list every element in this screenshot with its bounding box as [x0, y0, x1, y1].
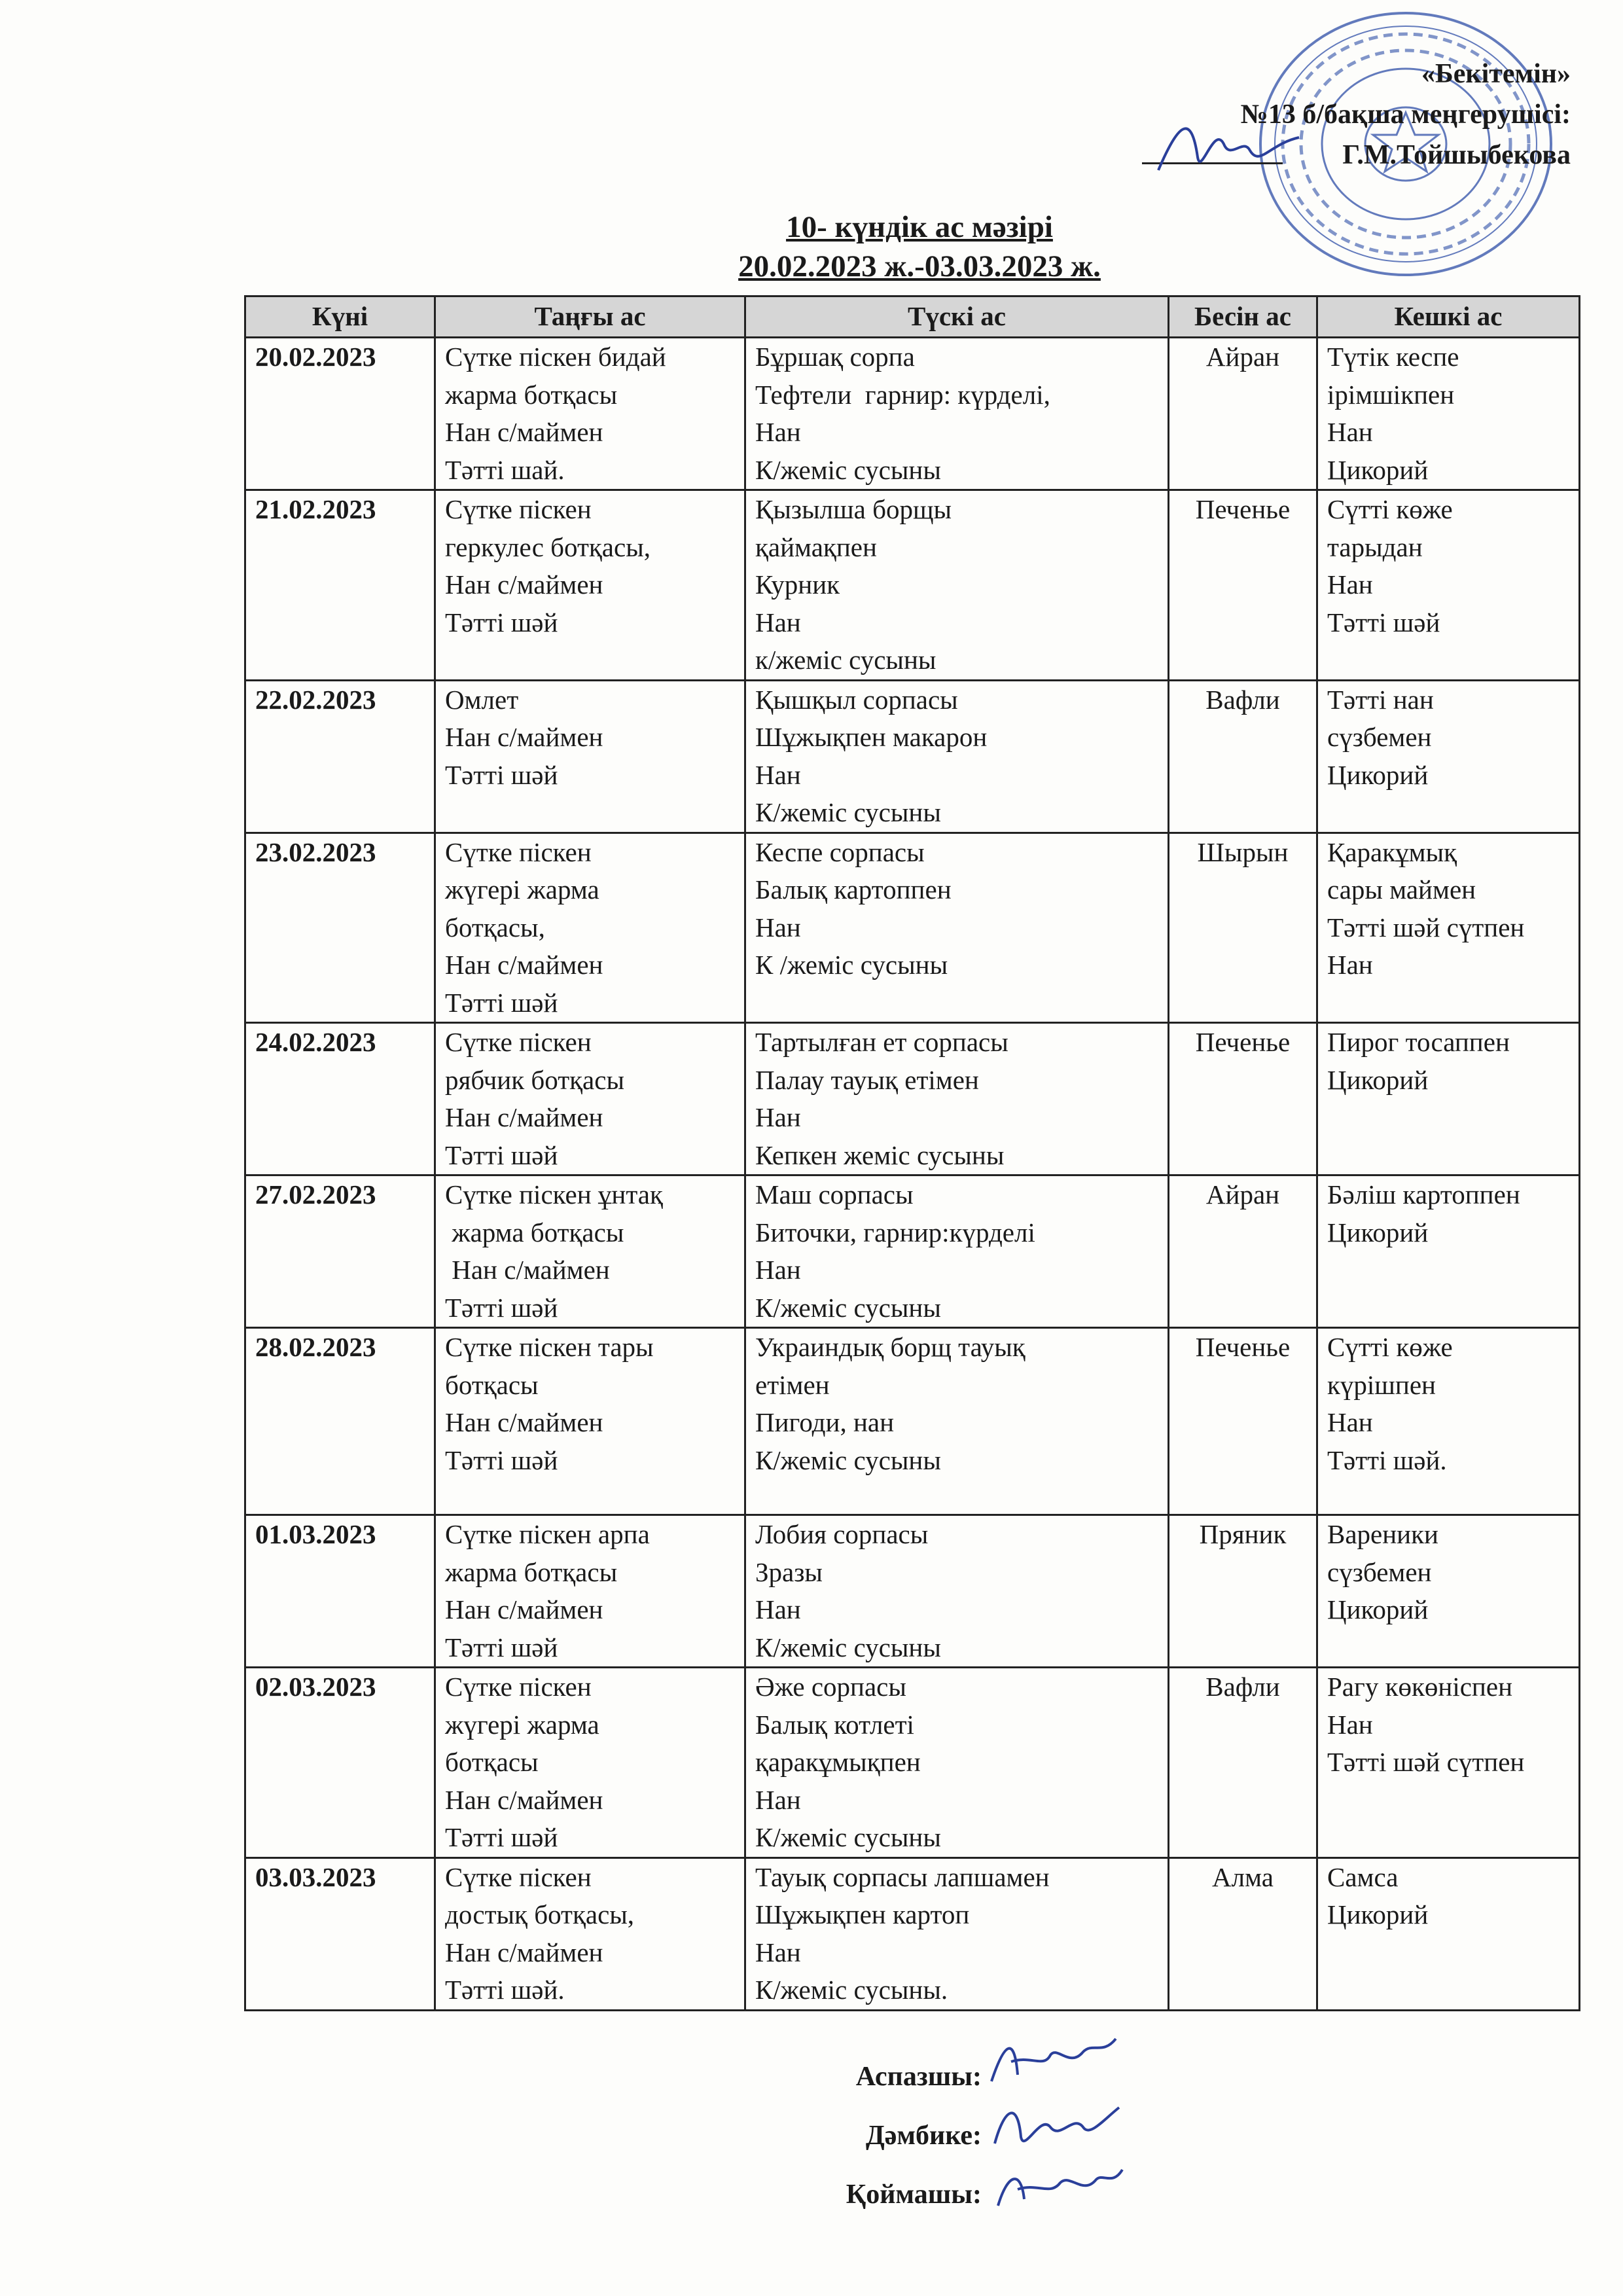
- menu-row: [245, 1668, 1580, 1858]
- cell-dinner-line: күрішпен: [1327, 1369, 1436, 1400]
- cell-breakfast-line: Нан с/маймен: [445, 1407, 603, 1437]
- cell-lunch-line: Кепкен жеміс сусыны: [755, 1139, 1005, 1170]
- cell-dinner-line: Қаракұмық: [1327, 836, 1457, 867]
- cell-dinner-line: Цикорий: [1327, 1594, 1429, 1624]
- cell-lunch-line: Нан: [755, 607, 801, 637]
- cell-dinner: [1317, 1175, 1580, 1328]
- cell-lunch-line: Палау тауық етімен: [755, 1064, 979, 1095]
- cell-dinner: [1317, 1515, 1580, 1668]
- cell-lunch: [745, 1023, 1169, 1175]
- cell-date: 28.02.2023: [245, 1328, 435, 1515]
- cell-snack: Печенье: [1169, 1328, 1317, 1515]
- menu-row: [245, 833, 1580, 1023]
- cell-breakfast-line: ботқасы,: [445, 912, 545, 942]
- cell-dinner-line: сүзбемен: [1327, 722, 1432, 752]
- cell-snack: Алма: [1169, 1857, 1317, 2010]
- cell-lunch-line: қаймақпен: [755, 531, 877, 562]
- cell-breakfast-line: жарма ботқасы: [445, 379, 618, 410]
- cell-dinner-line: Тәтті шәй.: [1327, 1444, 1447, 1475]
- cell-date: 20.02.2023: [245, 338, 435, 490]
- approval-name: Г.М.Тойшыбекова: [1342, 140, 1571, 170]
- cell-breakfast-line: ботқасы: [445, 1369, 539, 1400]
- cell-dinner-line: Тәтті шәй сүтпен: [1327, 912, 1525, 942]
- cell-dinner-line: Тәтті шәй: [1327, 607, 1440, 637]
- document-title: 10- күндік ас мәзірі: [786, 210, 1053, 244]
- cell-lunch-line: Маш сорпасы: [755, 1179, 914, 1210]
- approval-heading: «Бекітемін»: [1421, 59, 1571, 89]
- cell-lunch-line: Зразы: [755, 1556, 823, 1587]
- cell-dinner: [1317, 680, 1580, 833]
- approval-position: №13 б/бақша меңгерушісі:: [1240, 99, 1571, 130]
- cell-breakfast-line: ботқасы: [445, 1747, 539, 1777]
- cell-dinner: [1317, 338, 1580, 490]
- cell-dinner: [1317, 833, 1580, 1023]
- menu-row: [245, 490, 1580, 681]
- cell-dinner-line: Нан: [1327, 1407, 1373, 1437]
- menu-row: [245, 1328, 1580, 1515]
- header-day: Күні: [245, 296, 435, 338]
- cell-date: 02.03.2023: [245, 1668, 435, 1858]
- cell-date: 01.03.2023: [245, 1515, 435, 1668]
- cell-breakfast-line: жүгері жарма: [445, 1709, 599, 1740]
- cell-dinner-line: Пирог тосаппен: [1327, 1027, 1510, 1057]
- cell-dinner-line: ірімшікпен: [1327, 379, 1455, 410]
- header-dinner: Кешкі ас: [1317, 296, 1580, 338]
- cell-breakfast: [435, 1668, 745, 1858]
- cell-lunch-line: Лобия сорпасы: [755, 1519, 929, 1549]
- cell-breakfast-line: Сүтке піскен бидай: [445, 342, 666, 372]
- cell-breakfast-line: Тәтті шәй: [445, 1444, 558, 1475]
- cell-lunch-line: К/жеміс сусыны: [755, 1632, 941, 1662]
- cell-lunch-line: Шұжықпен картоп: [755, 1899, 970, 1929]
- cell-breakfast-line: Сүтке піскен: [445, 1861, 592, 1892]
- cell-dinner: [1317, 1857, 1580, 2010]
- header-breakfast: Таңғы ас: [435, 296, 745, 338]
- cell-breakfast-line: Тәтті шәй: [445, 1632, 558, 1662]
- cell-lunch-line: Тауық сорпасы лапшамен: [755, 1861, 1050, 1892]
- cell-lunch-line: Нан: [755, 1594, 801, 1624]
- menu-table-header: [245, 296, 1580, 338]
- cell-lunch-line: Нан: [755, 1784, 801, 1815]
- cell-breakfast-line: жарма ботқасы: [445, 1556, 618, 1587]
- cell-lunch-line: К/жеміс сусыны: [755, 1444, 941, 1475]
- cell-dinner-line: сүзбемен: [1327, 1556, 1432, 1587]
- cell-snack: Пряник: [1169, 1515, 1317, 1668]
- cell-lunch-line: К/жеміс сусыны.: [755, 1975, 948, 2005]
- signature-block: [772, 2047, 982, 2224]
- cell-breakfast-line: Сүтке піскен: [445, 1027, 592, 1057]
- cell-lunch-line: К/жеміс сусыны: [755, 797, 941, 827]
- cell-dinner-line: Нан: [1327, 1709, 1373, 1740]
- cell-breakfast: [435, 680, 745, 833]
- cell-lunch: [745, 1857, 1169, 2010]
- document-date-range: 20.02.2023 ж.-03.03.2023 ж.: [738, 249, 1101, 283]
- cell-breakfast: [435, 1515, 745, 1668]
- cell-breakfast-line: Тәтті шәй: [445, 759, 558, 790]
- cell-lunch-line: Қызылша борщы: [755, 494, 952, 524]
- cell-lunch-line: Кеспе сорпасы: [755, 836, 925, 867]
- cell-lunch-line: К/жеміс сусыны: [755, 1822, 941, 1852]
- cell-breakfast: [435, 490, 745, 681]
- cell-lunch-line: К/жеміс сусыны: [755, 1292, 941, 1323]
- cell-dinner-line: Цикорий: [1327, 759, 1429, 790]
- cell-lunch-line: Нан: [755, 759, 801, 790]
- staff-signatures-scribble: [985, 2029, 1129, 2219]
- cell-breakfast-line: Тәтті шәй: [445, 607, 558, 637]
- cell-dinner-line: Бәліш картоппен: [1327, 1179, 1520, 1210]
- cell-breakfast-line: Сүтке піскен тары: [445, 1332, 654, 1362]
- cell-breakfast-line: достық ботқасы,: [445, 1899, 635, 1929]
- cell-lunch-line: Қышқыл сорпасы: [755, 684, 958, 715]
- cell-dinner-line: тарыдан: [1327, 531, 1423, 562]
- cell-lunch-line: к/жеміс сусыны: [755, 645, 936, 675]
- cell-dinner: [1317, 1328, 1580, 1515]
- cell-lunch: [745, 1668, 1169, 1858]
- signature-storekeeper-label: Қоймашы:: [846, 2179, 982, 2210]
- cell-lunch-line: Әже сорпасы: [755, 1672, 906, 1702]
- cell-breakfast-line: Нан с/маймен: [445, 1784, 603, 1815]
- cell-lunch-line: Нан: [755, 1102, 801, 1132]
- cell-snack: Печенье: [1169, 490, 1317, 681]
- cell-breakfast-line: Нан с/маймен: [445, 1937, 603, 1967]
- cell-breakfast-line: Нан с/маймен: [445, 417, 603, 447]
- cell-lunch-line: К /жеміс сусыны: [755, 950, 948, 980]
- cell-dinner-line: Нан: [1327, 950, 1373, 980]
- cell-lunch-line: қаракұмықпен: [755, 1747, 921, 1777]
- cell-lunch-line: Пигоди, нан: [755, 1407, 895, 1437]
- signature-dietitian-label: Дәмбике:: [865, 2121, 982, 2151]
- cell-breakfast-line: геркулес ботқасы,: [445, 531, 651, 562]
- cell-date: 23.02.2023: [245, 833, 435, 1023]
- cell-breakfast: [435, 1175, 745, 1328]
- cell-dinner-line: Вареники: [1327, 1519, 1438, 1549]
- signature-cook-label: Аспазшы:: [855, 2062, 982, 2092]
- cell-breakfast-line: Тәтті шәй: [445, 1139, 558, 1170]
- cell-breakfast-line: жарма ботқасы: [445, 1217, 624, 1247]
- cell-lunch-line: Тефтели гарнир: күрделі,: [755, 379, 1050, 410]
- cell-snack: Шырын: [1169, 833, 1317, 1023]
- cell-dinner-line: Цикорий: [1327, 1899, 1429, 1929]
- cell-dinner: [1317, 490, 1580, 681]
- cell-dinner-line: сары маймен: [1327, 874, 1476, 905]
- cell-breakfast-line: Нан с/маймен: [445, 722, 603, 752]
- cell-dinner-line: Рагу көкөніспен: [1327, 1672, 1513, 1702]
- header-lunch: Түскі ас: [745, 296, 1169, 338]
- approval-block: [1241, 54, 1571, 175]
- cell-breakfast-line: Нан с/маймен: [445, 1102, 603, 1132]
- cell-dinner-line: Цикорий: [1327, 454, 1429, 485]
- cell-breakfast: [435, 338, 745, 490]
- cell-lunch-line: Шұжықпен макарон: [755, 722, 988, 752]
- cell-breakfast-line: рябчик ботқасы: [445, 1064, 624, 1095]
- cell-breakfast: [435, 833, 745, 1023]
- cell-dinner: [1317, 1023, 1580, 1175]
- cell-snack: Вафли: [1169, 680, 1317, 833]
- cell-lunch: [745, 338, 1169, 490]
- cell-date: 24.02.2023: [245, 1023, 435, 1175]
- cell-lunch-line: Биточки, гарнир:күрделі: [755, 1217, 1035, 1247]
- cell-lunch-line: Украиндық борщ тауық: [755, 1332, 1026, 1362]
- cell-breakfast-line: Сүтке піскен: [445, 836, 592, 867]
- cell-lunch-line: Курник: [755, 569, 840, 600]
- cell-lunch: [745, 490, 1169, 681]
- cell-breakfast-line: Тәтті шай.: [445, 454, 565, 485]
- cell-lunch-line: Нан: [755, 1255, 801, 1285]
- cell-date: 03.03.2023: [245, 1857, 435, 2010]
- cell-dinner-line: Цикорий: [1327, 1217, 1429, 1247]
- cell-dinner: [1317, 1668, 1580, 1858]
- cell-dinner-line: Сүтті көже: [1327, 1332, 1453, 1362]
- cell-date: 27.02.2023: [245, 1175, 435, 1328]
- menu-row: [245, 1175, 1580, 1328]
- cell-dinner-line: Самса: [1327, 1861, 1399, 1892]
- cell-dinner-line: Тәтті шәй сүтпен: [1327, 1747, 1525, 1777]
- cell-breakfast-line: Нан с/маймен: [445, 1594, 603, 1624]
- menu-row: [245, 1515, 1580, 1668]
- cell-date: 21.02.2023: [245, 490, 435, 681]
- cell-lunch-line: Нан: [755, 417, 801, 447]
- cell-snack: Вафли: [1169, 1668, 1317, 1858]
- cell-date: 22.02.2023: [245, 680, 435, 833]
- cell-breakfast-line: Тәтті шәй: [445, 1292, 558, 1323]
- cell-breakfast-line: Омлет: [445, 684, 519, 715]
- header-snack: Бесін ас: [1169, 296, 1317, 338]
- cell-lunch-line: Бұршақ сорпа: [755, 342, 915, 372]
- menu-row: [245, 338, 1580, 490]
- cell-breakfast-line: Тәтті шәй.: [445, 1975, 565, 2005]
- cell-snack: Печенье: [1169, 1023, 1317, 1175]
- cell-lunch: [745, 833, 1169, 1023]
- cell-lunch-line: етімен: [755, 1369, 830, 1400]
- cell-lunch-line: Тартылған ет сорпасы: [755, 1027, 1008, 1057]
- cell-lunch-line: Балық котлеті: [755, 1709, 914, 1740]
- menu-row: [245, 1023, 1580, 1175]
- cell-breakfast-line: Сүтке піскен арпа: [445, 1519, 650, 1549]
- cell-breakfast-line: Сүтке піскен: [445, 494, 592, 524]
- cell-snack: Айран: [1169, 338, 1317, 490]
- cell-breakfast-line: Нан с/маймен: [445, 1255, 610, 1285]
- cell-dinner-line: Тәтті нан: [1327, 684, 1434, 715]
- cell-lunch-line: Нан: [755, 912, 801, 942]
- cell-breakfast-line: Тәтті шәй: [445, 1822, 558, 1852]
- cell-lunch-line: Нан: [755, 1937, 801, 1967]
- cell-dinner-line: Сүтті көже: [1327, 494, 1453, 524]
- menu-row: [245, 1857, 1580, 2010]
- cell-breakfast-line: Нан с/маймен: [445, 950, 603, 980]
- cell-breakfast-line: Нан с/маймен: [445, 569, 603, 600]
- cell-dinner-line: Түтік кеспе: [1327, 342, 1459, 372]
- cell-dinner-line: Цикорий: [1327, 1064, 1429, 1095]
- cell-breakfast-line: Сүтке піскен: [445, 1672, 592, 1702]
- cell-lunch-line: Балық картоппен: [755, 874, 952, 905]
- cell-dinner-line: Нан: [1327, 569, 1373, 600]
- cell-breakfast: [435, 1857, 745, 2010]
- cell-lunch: [745, 1515, 1169, 1668]
- cell-dinner-line: Нан: [1327, 417, 1373, 447]
- cell-lunch: [745, 1328, 1169, 1515]
- cell-breakfast: [435, 1328, 745, 1515]
- cell-lunch: [745, 1175, 1169, 1328]
- cell-lunch-line: К/жеміс сусыны: [755, 454, 941, 485]
- cell-breakfast: [435, 1023, 745, 1175]
- cell-snack: Айран: [1169, 1175, 1317, 1328]
- menu-row: [245, 680, 1580, 833]
- cell-breakfast-line: Тәтті шәй: [445, 987, 558, 1018]
- menu-table: [244, 295, 1580, 2011]
- cell-lunch: [745, 680, 1169, 833]
- cell-breakfast-line: Сүтке піскен ұнтақ: [445, 1179, 663, 1210]
- cell-breakfast-line: жүгері жарма: [445, 874, 599, 905]
